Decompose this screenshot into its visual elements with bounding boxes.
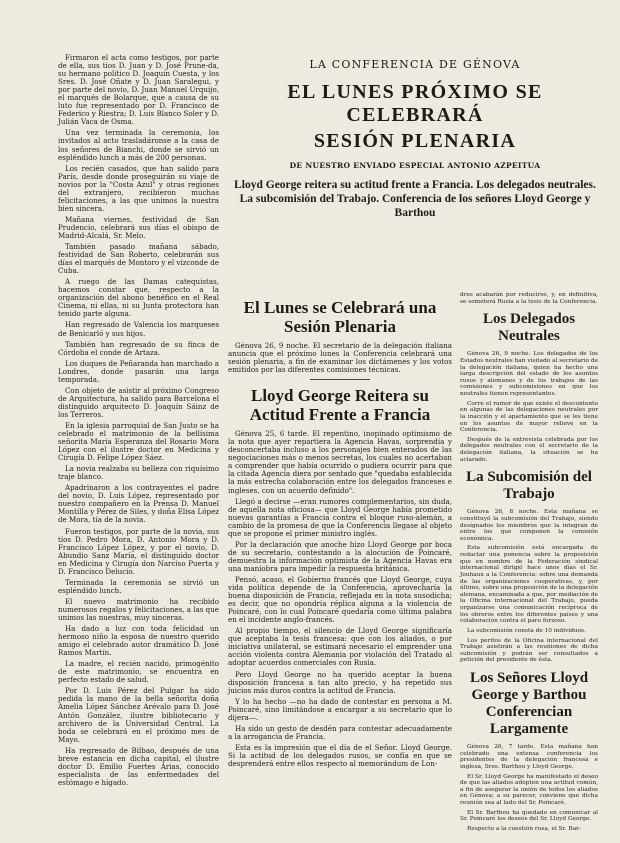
section-body-lloyd-george-barthou [460,744,598,833]
paragraph: La subcomisión consta de 10 individuos. [467,627,586,634]
paragraph: Corre el rumor de que existe el descontento en algunas de las delegaciones neutrales por la inacción y el apartamiento que se les tiene en los asuntos de mayor relieve en la Conferencia. [460,400,598,434]
paragraph: Ha regresado de Bilbao, después de una breve estancia en dicha capital, el ilustre doctor D. Emilio Fuertes Arias, conocido especialista de las enfermedades del estómago e hígado. [58,745,219,787]
paragraph: Ha sido un gesto de desdén para contestar adecuadamente a la arrogancia de Francia. [228,723,452,741]
paragraph: Génova 26, 7 tarde. Esta mañana han celebrado una extensa conferencia los presidentes de la delegación francesa e inglesa, Sres. Barthou y Lloyd George. [460,744,598,770]
section-kicker: LA CONFERENCIA DE GÉNOVA [309,58,521,71]
paragraph: Los recién casados, que han salido para París, desde donde proseguirán su viaje de novios por la "Costa Azul" y otras regiones del extranjero, recibieron muchas felicitaciones, a las que unimos la nuestra bien sincera. [58,163,219,213]
paragraph: Los peritos de la Oficina internacional del Trabajo asistirán a las reuniones de dicha subcomisión y podrán ser consultados a petición del presidente de ésta. [460,637,598,664]
paragraph: La madre, el recién nacido, primogénito de este matrimonio, se encuentra en perfecto estado de salud. [58,659,219,685]
section-body-delegados-neutrales [460,351,598,463]
paragraph: Génova 25, 6 tarde. El repentino, inopinado optimismo de la nota que ayer repartiera la Agencia Havas, sorprendía y desconcertaba incluso a los personajes bien enterados de las negociaciones más o menos secretas, los cuales no acertaban a comprender que había ocurrido o pudiera ocurrir para que la citada Agencia diera por sentado que "quedaba establecida la más estrecha colaboración entre los delegados franceses e ingleses, con un acuerdo definido". [228,429,452,495]
paragraph: Llegó a decirse —eran rumores complementarios, sin duda, de aquella nota oficiosa— que Lloyd George había prometido nuevas garantías a Francia contra el bloque ruso-alemán, a cambio de la promesa de que la Conferencia llegase al objeto que se propone el primer ministro inglés. [228,496,452,538]
paragraph: También pasado mañana sábado, festividad de San Roberto, celebrarán sus días el marqués de Montoro y el vizconde de Cuba. [58,242,219,276]
paragraph: Después de la entrevista celebrada por los delegados neutrales con el secretario de la delegación italiana, la situación se ha aclarado. [460,436,598,463]
paragraph: El Sr. Barthou ha quedado en comunicar al Sr. Poincaré los deseos del Sr. Lloyd George. [460,809,598,823]
paragraph: Esta es la impresión que el día de el Señor. Lloyd George. Si la actitud de los delegados rusos, se confía en que se desprenderá entre ellos respecto al memorándum de Lon- [228,742,452,768]
paragraph: Esta subcomisión está encargada de redactar una ponencia sobre la proposición que en nombre de la Federación sindical internacional dirigió hace unos días el Sr. Jouhaux a la Conferencia: sobre una demanda de las organizaciones cooperativas, y, por último, sobre una proposición de la delegación alemana, encaminada a que, por mediación de la Oficina internacional del Trabajo, pueda organizarse una comunicación recíproca de los obreros entre los diferentes países y una colaboración contra el paro forzoso. [460,545,598,625]
paragraph: En la iglesia parroquial de San Justo se ha celebrado el matrimonio de la bellísima señorita María Esperanza del Rosario Mora López con el ilustre doctor en Medicina y Cirugía D. Felipe López Sáez. [58,420,219,463]
paragraph: Han regresado de Valencia los marqueses de Benicarló y sus hijos. [58,320,219,338]
paragraph: Y lo ha hecho —no ha dado de contestar en persona a M. Poincaré, sino limitándose a encargar a su secretario que lo dijera—. [228,696,452,722]
section-title-sesion-plenaria: El Lunes se Celebrará una Sesión Plenaria [243,298,437,336]
paragraph: La novia realzaba su belleza con riquísimo traje blanco. [58,464,219,482]
paragraph: Apadrinaron a los contrayentes el padre del novio, D. Luis López, representado por nuestro compañero en la Prensa D. Manuel Montilla y Pérez de Siles, y doña Elisa López de Mora, tía de la novia. [58,483,219,525]
section-title-lloyd-george-barthou: Los Señores Lloyd George y Barthou Conferencian Largamente [469,670,589,737]
headline-line-2: SESIÓN PLENARIA [313,130,517,152]
byline: DE NUESTRO ENVIADO ESPECIAL ANTONIO AZPEITUA [289,161,541,170]
paragraph: Génova 26, 9 noche. Los delegados de los Estados neutrales han visitado al secretario de la delegación italiana, quien ha hecho una larga descripción del estado de los asuntos rusos y alemanes y de los trabajos de las comisiones y subcomisiones en que los neutrales tienen representantes. [460,351,599,397]
article-banner [226,54,604,220]
divider [310,379,370,380]
headline-line-1: EL LUNES PRÓXIMO SE CELEBRARÁ [287,81,543,126]
paragraph: Pero Lloyd George no ha querido aceptar la buena disposición francesa a tan alto precio, y ha repetido sus juicios más duros contra la actitud de Francia. [228,669,452,695]
paragraph: También han regresado de su finca de Córdoba el conde de Artaza. [58,339,219,357]
paragraph: El Sr. Lloyd George ha manifestado el deseo de que las aliados adopten una actitud común, a fin de asegurar la unión de todos los aliados en Génova; a su parecer, conviene que dicha reunión sea al lado del Sr. Poincaré. [460,773,598,806]
paragraph: A ruego de las Damas catequistas, hacemos constar que, respecto a la organización del abono benéfico en el Real Cinema, ni ellas, ni su Junta protectora han tenido parte alguna. [58,277,219,319]
paragraph: Génova 26, 9 noche. El secretario de la delegación italiana anuncia que el próximo lunes la Conferencia celebrará una sesión plenaria, a fin de examinar los dictámenes y los votos emitidos por las diferentes comisiones técnicas. [228,341,452,375]
paragraph: Fueron testigos, por parte de la novia, sus tíos D. Pedro Mora, D. Antonio Mora y D. Francisco López López, y por el novio, D. Abundio Sanz María, el distinguido doctor en Medicina y Cirugía don Narciso Puerta y D. Francisco Delucio. [58,526,219,576]
paragraph: Al propio tiempo, el silencio de Lloyd George significaría que aceptaba la tesis francesa: que con los aliados, o por iniciativa unilateral, se estimará necesario el emprender una acción violenta contra Alemania por violación del Tratado al adoptar acuerdos comerciales con Rusia. [228,626,452,668]
paragraph: El nuevo matrimonio ha recibido numerosos regalos y felicitaciones, a las que unimos las nuestras, muy sinceras. [58,596,219,622]
paragraph: Ha dado a luz con toda felicidad un hermoso niño la esposa de nuestro querido amigo el celebrado autor dramático D. José Ramos Martín. [58,624,219,658]
section-body-lloyd-george [228,430,452,768]
center-column [228,292,452,768]
paragraph: Por la declaración que anoche hizo Lloyd George por boca de su secretario, contestando a la alocución de Poincaré, demuestra la información optimista de la Agencia Havas era una maniobra para impedir la respuesta británica. [228,539,452,573]
paragraph: Respecto a la cuestión rusa, el Sr. Bar- [467,825,581,832]
paragraph: Terminada la ceremonia se sirvió un espléndido lunch. [58,577,219,595]
paragraph: Por D. Luis Pérez del Pulgar ha sido pedida la mano de la bella señorita doña Amelia López Sánchez Arévalo para D. José Antón González, ilustre bibliotecario y archivero de la Universidad Central. La boda se celebrará en el próximo mes de Mayo. [58,686,219,744]
paragraph: Mañana viernes, festividad de San Prudencio, celebrará sus días el obispo de Madrid-Alcalá, Sr. Melo. [58,214,219,240]
left-column [58,54,219,787]
continued-text [460,292,598,305]
paragraph: Con objeto de asistir al próximo Congreso de Arquitectura, ha salido para Barcelona el distinguido arquitecto D. Joaquín Sáinz de los Terreros. [58,385,219,419]
section-title-subcomision-trabajo: La Subcomisión del Trabajo [466,469,592,503]
section-title-delegados-neutrales: Los Delegados Neutrales [482,311,576,345]
right-column [460,292,598,833]
section-title-lloyd-george: Lloyd George Reitera su Actitud Frente a Francia [249,386,431,425]
section-body-subcomision-trabajo [460,509,598,664]
deck-summary: Lloyd George reitera su actitud frente a Francia. Los delegados neutrales. La subcomisión del Trabajo. Conferencia de los señores Lloyd George y Barthou [234,179,596,219]
paragraph: Una vez terminada la ceremonia, los invitados al acto trasladáronse a la casa de los señores de Bianchi, donde se sirvió un espléndido lunch a más de 200 personas. [58,128,219,162]
paragraph: Génova 26, 8 noche. Esta mañana se constituyó la subcomisión del Trabajo, siendo designados los miembros que la integran de entre los que componen la comisión económica. [460,509,598,542]
paragraph: Los duques de Peñaranda han marchado a Londres, donde pasarán una larga temporada. [58,358,219,384]
paragraph: Pensó, acaso, el Gobierno francés que Lloyd George, cuya vida política depende de la Conferencia, aprovecharía la buena disposición de Francia, reflejada en la nota susodicha; es decir, que no opondría réplica alguna a la violencia de Poincaré, con lo cual Poincaré quedaría como última palabra en el incidente anglo-francés. [228,574,452,625]
paragraph: Firmaron el acta como testigos, por parte de ella, sus tíos D. Juan y D. José Prune-da, su hermano político D. Joaquín Cuesta, y los Sres. D. José Oñate y D. Juan Saralegui, y por parte del novio, D. Juan Manuel Urquijo, el marqués de Bolarque, que a causa de su luto fue representado por D. Francisco de Federico y Riestra; D. Luis Blanco Soler y D. Julián Vaca de Osma. [58,53,219,127]
paragraph: dres acabarán por reducirse, y, en definitiva, se someterá Rusia a la tesis de la Conferencia. [460,292,598,305]
section-body-sesion-plenaria [228,342,452,374]
